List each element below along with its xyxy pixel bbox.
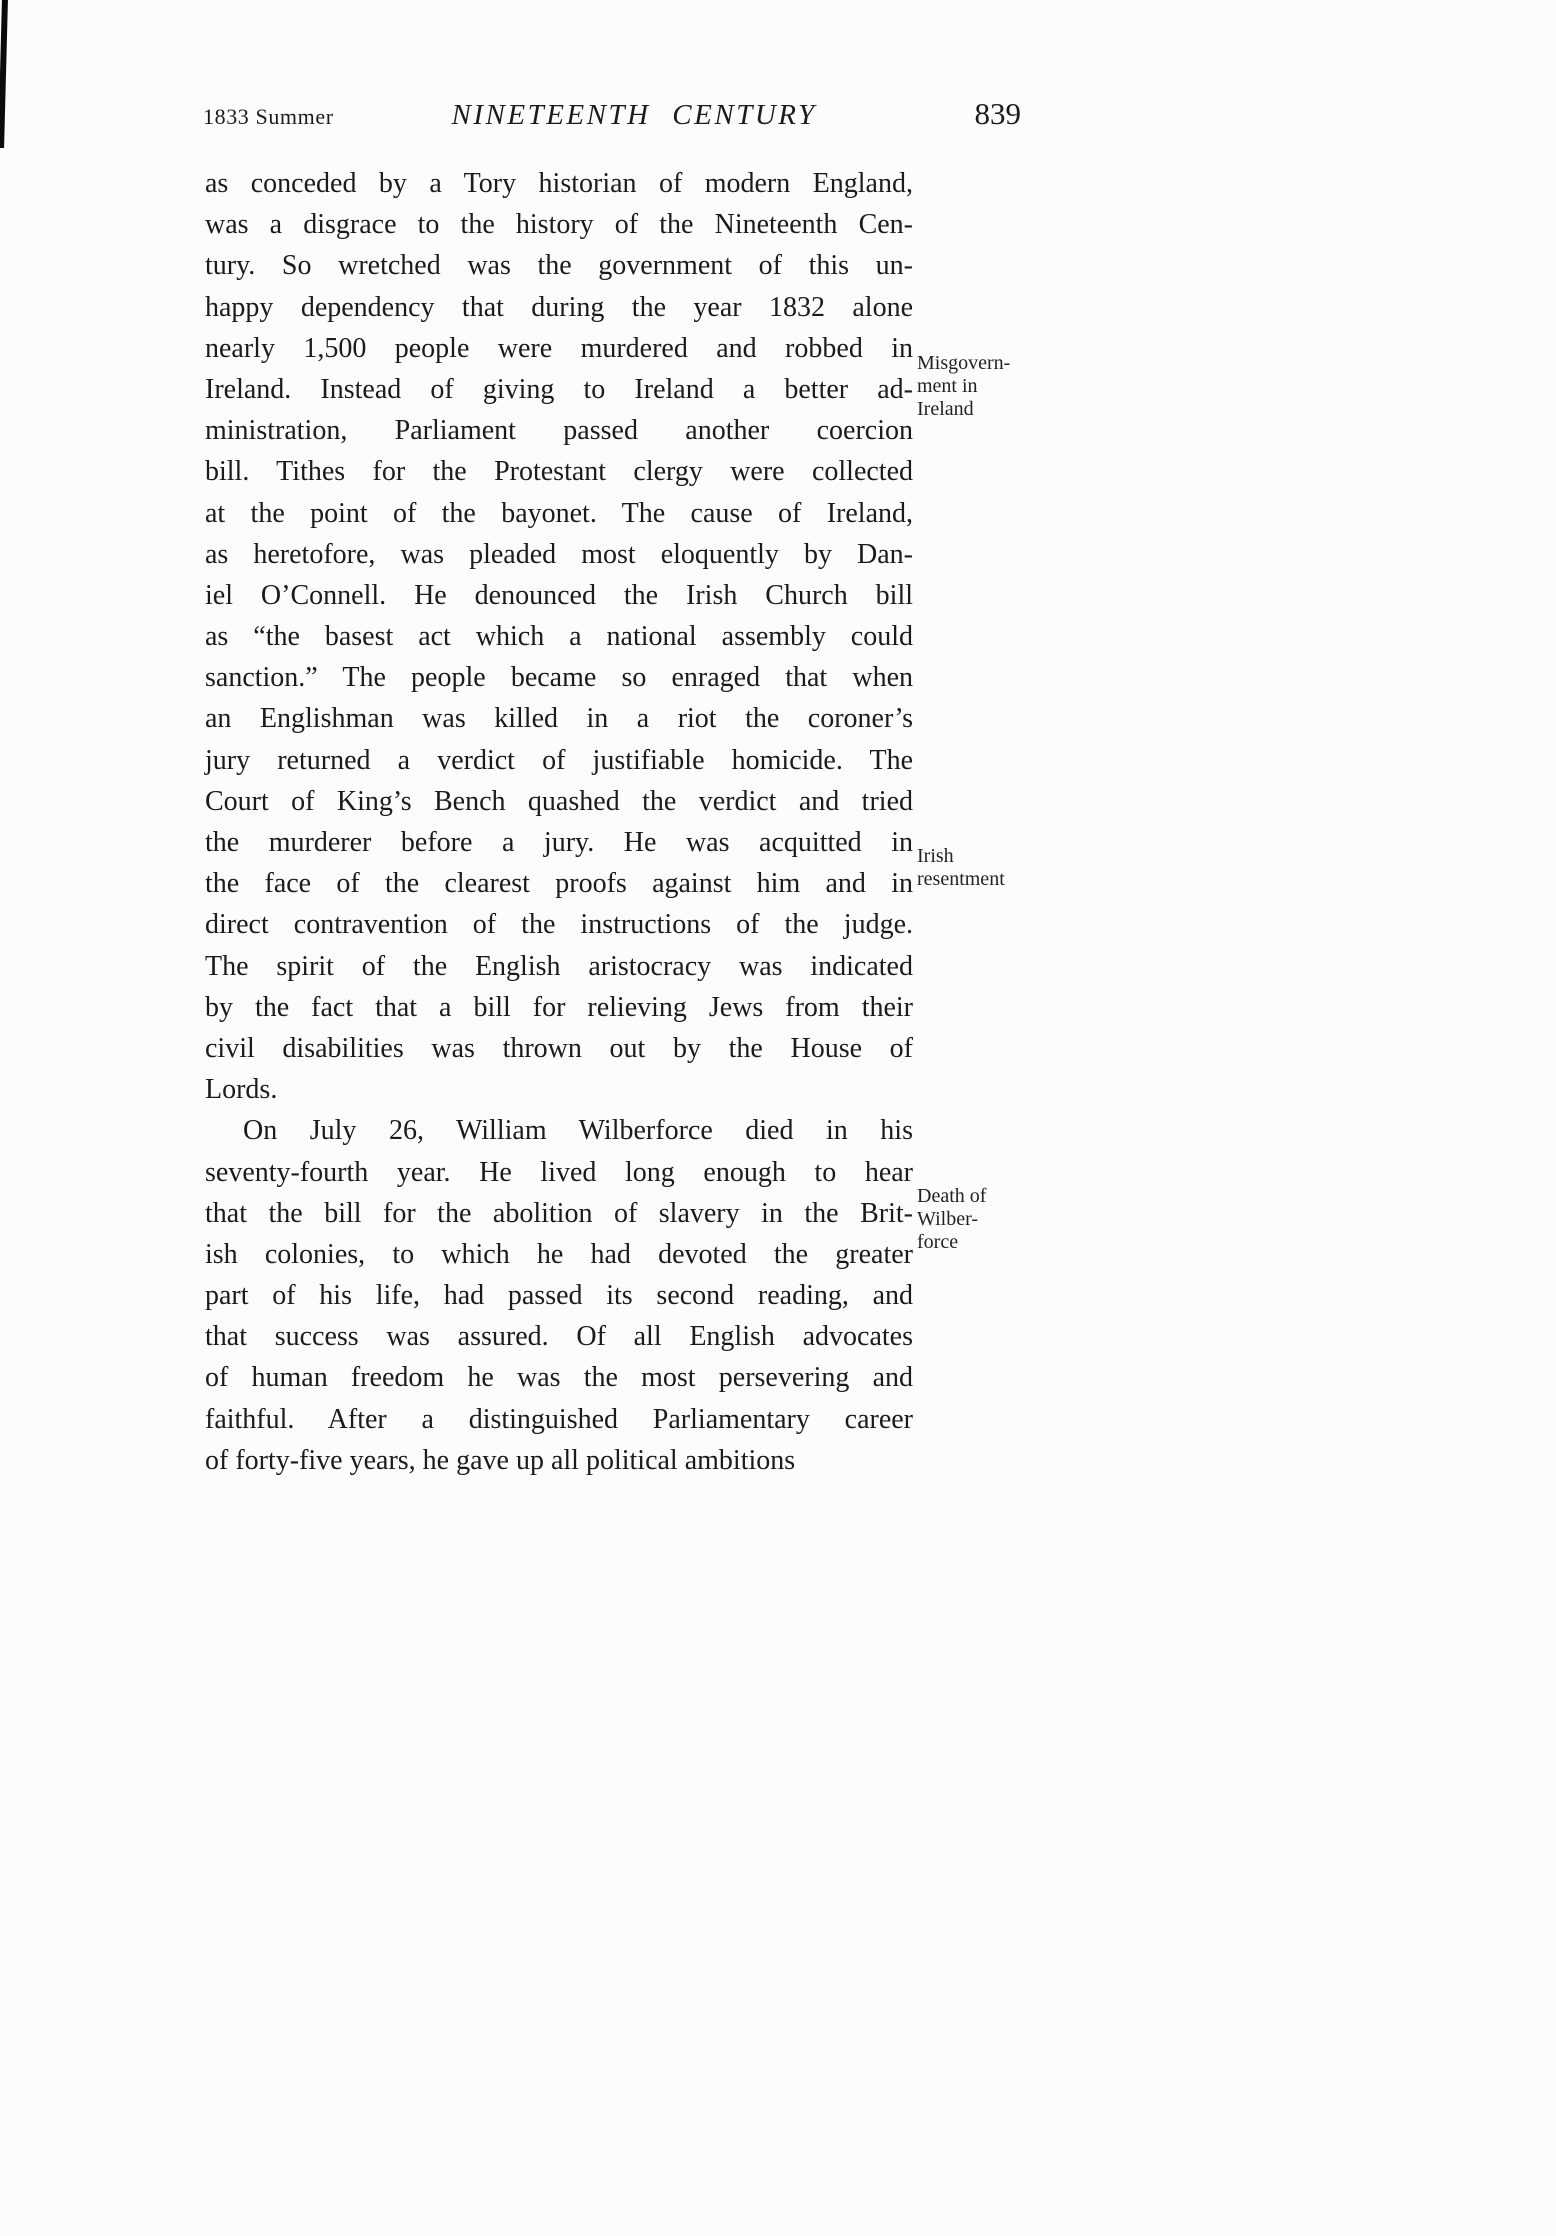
text-line: jury returned a verdict of justifiable homicide. The: [205, 744, 913, 776]
margin-note-line: Ireland: [917, 398, 974, 420]
text-line: seventy-fourth year. He lived long enough to hear: [205, 1156, 913, 1188]
margin-note-line: Misgovern-: [917, 352, 1011, 374]
text-line: the face of the clearest proofs against him and in: [205, 868, 913, 900]
margin-note-line: ment in: [917, 375, 978, 397]
margin-note-line: Irish: [917, 845, 954, 867]
margin-note-line: Wilber-: [917, 1208, 978, 1230]
paragraph-ireland-misgovernment: [205, 163, 913, 1110]
text-line: as heretofore, was pleaded most eloquently by Dan-: [205, 538, 913, 570]
header-page-number: 839: [974, 96, 1021, 131]
text-line: faithful. After a distinguished Parliamentary career: [205, 1403, 913, 1435]
text-line: The spirit of the English aristocracy was indicated: [205, 950, 913, 982]
text-line: was a disgrace to the history of the Nineteenth Cen-: [205, 209, 913, 241]
running-header: [203, 96, 1021, 132]
text-line: Lords.: [205, 1074, 278, 1106]
text-line: bill. Tithes for the Protestant clergy were collected: [205, 456, 913, 488]
margin-note-death-of-wilberforce: [917, 1185, 1047, 1254]
text-line: happy dependency that during the year 1832 alone: [205, 291, 913, 323]
text-line: On July 26, William Wilberforce died in his: [243, 1115, 913, 1147]
text-line: Court of King’s Bench quashed the verdict and tried: [205, 785, 913, 817]
paragraph-wilberforce-death: [205, 1110, 913, 1481]
text-line: sanction.” The people became so enraged that when: [205, 662, 913, 694]
text-line: of human freedom he was the most persevering and: [205, 1362, 913, 1394]
margin-note-irish-resentment: [917, 845, 1047, 891]
text-line: ministration, Parliament passed another coercion: [205, 415, 913, 447]
text-line: iel O’Connell. He denounced the Irish Church bill: [205, 579, 913, 611]
text-line: part of his life, had passed its second reading, and: [205, 1280, 913, 1312]
margin-note-line: force: [917, 1231, 959, 1253]
text-line: as “the basest act which a national assembly could: [205, 621, 913, 653]
text-line: at the point of the bayonet. The cause of Ireland,: [205, 497, 913, 529]
text-line: direct contravention of the instructions of the judge.: [205, 909, 913, 941]
text-line: Ireland. Instead of giving to Ireland a better ad-: [205, 373, 913, 405]
scan-edge-artifact: [0, 0, 8, 148]
header-date-label: 1833 Summer: [203, 104, 334, 129]
body-text-block: [205, 163, 913, 1481]
text-line: the murderer before a jury. He was acquitted in: [205, 827, 913, 858]
text-line: as conceded by a Tory historian of modern England,: [205, 168, 913, 199]
text-line: civil disabilities was thrown out by the House of: [205, 1032, 913, 1064]
text-line: tury. So wretched was the government of this un-: [205, 250, 913, 282]
text-line: ish colonies, to which he had devoted the greater: [205, 1238, 913, 1270]
margin-note-misgovernment-ireland: [917, 352, 1047, 421]
text-line: an Englishman was killed in a riot the coroner’s: [205, 703, 913, 735]
text-line: that success was assured. Of all English advocates: [205, 1321, 913, 1353]
text-line: that the bill for the abolition of slavery in the Brit-: [205, 1197, 913, 1229]
header-title: NINETEENTH CENTURY: [451, 99, 817, 131]
margin-note-line: Death of: [917, 1185, 987, 1207]
text-line: by the fact that a bill for relieving Jews from their: [205, 991, 913, 1023]
text-line: of forty-five years, he gave up all political ambitions: [205, 1444, 796, 1476]
text-line: nearly 1,500 people were murdered and robbed in: [205, 332, 913, 364]
margin-note-line: resentment: [917, 868, 1005, 890]
